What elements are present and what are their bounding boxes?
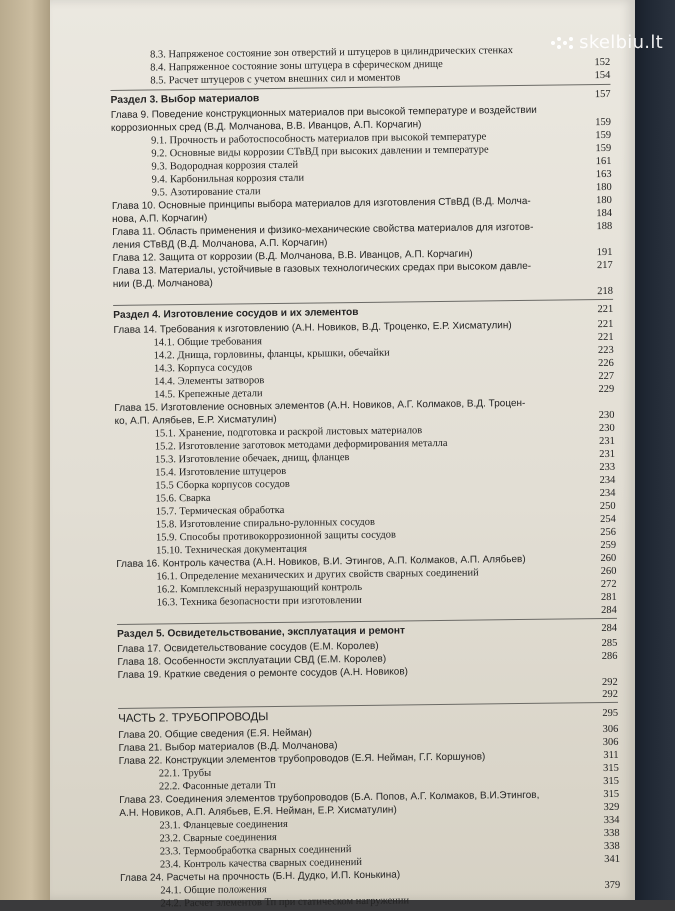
toc-entry-title: ко, А.П. Алябьев, Е.Р. Хисматулин) xyxy=(114,413,277,427)
toc-entry-title: 16.2. Комплексный неразрушающий контроль xyxy=(156,581,363,596)
toc-entry-title: 16.1. Определение механических и других свойств сварных соединений xyxy=(156,567,479,583)
toc-page-number: 311 xyxy=(603,749,619,762)
toc-entry-title: нии (В.Д. Молчанова) xyxy=(112,277,213,290)
toc-page-number: 221 xyxy=(597,318,614,331)
toc-entry-title: 15.6. Сварка xyxy=(155,492,211,505)
book-cover-right xyxy=(628,0,675,900)
toc-page-number: 159 xyxy=(595,116,612,129)
toc-page-number: 223 xyxy=(597,344,614,357)
toc-page-number: 315 xyxy=(603,762,619,775)
toc-entry-title: Раздел 3. Выбор материалов xyxy=(110,93,260,106)
toc-page-number: 306 xyxy=(602,723,619,736)
toc-page-number: 230 xyxy=(598,409,615,422)
toc-page-number: 180 xyxy=(595,181,612,194)
toc-entry-title: 15.7. Термическая обработка xyxy=(155,504,285,518)
toc-page-number: 161 xyxy=(595,155,612,168)
watermark-logo-icon xyxy=(550,35,574,51)
toc-page-number: 250 xyxy=(599,500,616,513)
toc-entry-title: ления СТвВД (В.Д. Молчанова, А.П. Корчагин) xyxy=(112,237,328,251)
toc-entry-title: 9.5. Азотирование стали xyxy=(151,186,261,199)
toc-entry-title: Глава 14. Требования к изготовлению (А.Н. Новиков, В.Д. Троценко, Е.Р. Хисматулин) xyxy=(113,320,512,336)
toc-page-number: 379 xyxy=(604,879,621,892)
toc-page-number: 329 xyxy=(603,801,620,814)
toc-entry-title: 15.10. Техническая документация xyxy=(156,543,308,557)
toc-entry-title: 15.2. Изготовление заготовок методами деформирования металла xyxy=(154,437,448,453)
toc-entry-title: Глава 9. Поведение конструкционных материалов при высокой температуре и воздействии xyxy=(110,104,537,121)
toc-entry-title: А.Н. Новиков, А.П. Алябьев, Е.Я. Нейман, Е.Р. Хисматулин) xyxy=(119,804,397,819)
toc-page-number: 231 xyxy=(599,448,616,461)
toc-entry-title: 23.1. Фланцевые соединения xyxy=(159,818,288,832)
toc-entry-title: 23.4. Контроль качества сварных соединений xyxy=(159,856,363,871)
toc-entry-title: Глава 16. Контроль качества (А.Н. Новиков, В.И. Этингов, А.П. Колмаков, А.П. Алябьев) xyxy=(116,553,526,570)
toc-page-number: 233 xyxy=(599,461,616,474)
toc-page-number: 234 xyxy=(599,474,616,487)
toc-entry-title: 24.1. Общие положения xyxy=(160,884,267,897)
toc-entry-title: 8.3. Напряженое состояние зон отверстий и штуцеров в цилиндрических стенках xyxy=(150,45,513,61)
toc-page-number: 334 xyxy=(603,814,620,827)
toc-entry-title: 15.1. Хранение, подготовка и раскрой листовых материалов xyxy=(154,425,423,440)
toc-page-number: 292 xyxy=(601,676,618,689)
toc-entry-title: Глава 19. Краткие сведения о ремонте сосудов (А.Н. Новиков) xyxy=(117,666,409,681)
toc-page-number: 221 xyxy=(597,331,614,344)
toc-page-number: 191 xyxy=(596,246,613,259)
toc-page-number: 180 xyxy=(596,194,612,207)
toc-entry-title: Глава 21. Выбор материалов (В.Д. Молчанова) xyxy=(118,740,338,754)
toc-page-number: 157 xyxy=(594,88,611,101)
toc-page-number: 272 xyxy=(600,578,617,591)
toc-entry-title: 9.1. Прочность и работоспособность материалов при высокой температуре xyxy=(151,131,487,147)
toc-page-number: 163 xyxy=(595,168,612,181)
toc-entry-title: 15.3. Изготовление обечаек, днищ, фланцев xyxy=(154,452,350,466)
toc-page-number: 227 xyxy=(598,370,615,383)
toc-page-number: 154 xyxy=(594,69,611,82)
watermark-text: skelbiu.lt xyxy=(579,32,663,53)
toc-page-number: 295 xyxy=(602,707,619,720)
toc-entry-title: Раздел 4. Изготовление сосудов и их элементов xyxy=(113,306,359,321)
toc-page-number: 234 xyxy=(599,487,616,500)
toc-entry-title: 9.3. Водородная коррозия сталей xyxy=(151,159,299,173)
book-cover-left xyxy=(0,0,52,900)
toc-page-number: 292 xyxy=(602,688,618,701)
toc-entry-title: 14.1. Общие требования xyxy=(153,336,262,349)
toc-page-number: 221 xyxy=(597,303,614,316)
toc-page-number: 184 xyxy=(596,207,613,220)
toc-entry-title: Раздел 5. Освидетельствование, эксплуатация и ремонт xyxy=(117,625,406,640)
toc-entry-title: Глава 23. Соединения элементов трубопроводов (Б.А. Попов, А.Г. Колмаков, В.И.Этингов, xyxy=(119,789,540,806)
toc-entry-title: 8.5. Расчет штуцеров с учетом внешних сил и моментов xyxy=(150,72,401,87)
toc-page-number: 286 xyxy=(601,650,618,663)
toc-entry-title: 22.1. Трубы xyxy=(158,767,212,780)
toc-entry-title: 8.4. Напряженное состояние зоны штуцера в сферическом днище xyxy=(150,58,443,74)
toc-entry-title: 23.3. Термообработка сварных соединений xyxy=(159,844,352,858)
toc-page-number: 338 xyxy=(603,827,620,840)
toc-page-number: 285 xyxy=(601,637,618,650)
toc-entry-title: коррозионных сред (В.Д. Молчанова, В.В. Иванцов, А.П. Корчагин) xyxy=(110,119,422,134)
toc-entry-title: ЧАСТЬ 2. ТРУБОПРОВОДЫ xyxy=(118,711,269,725)
toc-entry-title: 16.3. Техника безопасности при изготовлении xyxy=(156,594,362,609)
toc-entry-title: Глава 24. Расчеты на прочность (Б.Н. Дудко, И.П. Конькина) xyxy=(120,869,401,884)
toc-page-number: 306 xyxy=(602,736,619,749)
toc-page-number: 260 xyxy=(600,552,617,565)
toc-entry-title: Глава 18. Особенности эксплуатации СВД (Е.М. Королев) xyxy=(117,653,387,668)
toc-page-number: 229 xyxy=(598,383,615,396)
toc-page-number: 152 xyxy=(594,56,611,69)
toc-entry-title: Глава 20. Общие сведения (Е.Я. Нейман) xyxy=(118,727,313,741)
toc-page-number: 231 xyxy=(599,435,615,448)
toc-entry-title: 23.2. Сварные соединения xyxy=(159,832,277,845)
toc-page-number: 226 xyxy=(598,357,614,370)
toc-entry-title: Глава 10. Основные принципы выбора материалов для изготовления СТвВД (В.Д. Молча- xyxy=(111,195,531,212)
book-page xyxy=(50,0,635,910)
toc-page-number: 159 xyxy=(595,129,612,142)
toc-page-number: 260 xyxy=(600,565,617,578)
toc-page-number: 188 xyxy=(596,220,613,233)
toc-page-number: 256 xyxy=(600,526,617,539)
toc-entry-title: 14.2. Днища, горловины, фланцы, крышки, обечайки xyxy=(153,347,390,362)
toc-page-number: 284 xyxy=(601,622,618,635)
toc-entry-title: 22.2. Фасонные детали Тп xyxy=(158,780,276,793)
toc-entry-title: 15.4. Изготовление штуцеров xyxy=(155,465,287,479)
toc-entry-title: Глава 13. Материалы, устойчивые в газовых технологических средах при высоком давле- xyxy=(112,260,532,277)
toc-entry-title: Глава 12. Защита от коррозии (В.Д. Молчанова, В.В. Иванцов, А.П. Корчагин) xyxy=(112,248,473,264)
toc-entry-title: Глава 15. Изготовление основных элементов (А.Н. Новиков, А.Г. Колмаков, В.Д. Троцен- xyxy=(114,397,526,414)
toc-entry-title: 14.3. Корпуса сосудов xyxy=(153,362,253,375)
toc-entry-title: 9.4. Карбонильная коррозия стали xyxy=(151,172,305,186)
watermark xyxy=(550,32,663,53)
toc-page-number: 259 xyxy=(600,539,617,552)
toc-page-number: 338 xyxy=(603,840,620,853)
toc-entry-title: Глава 11. Область применения и физико-механические свойства материалов для изготов- xyxy=(112,221,534,238)
toc-entry-title: 15.8. Изготовление спирально-рулонных сосудов xyxy=(155,516,376,531)
toc-entry-title: 24.2. Расчет элементов Тп при статическом нагружении xyxy=(160,895,410,910)
toc-page-number: 315 xyxy=(603,775,620,788)
toc-entry-title: нова, А.П. Корчагин) xyxy=(112,212,208,225)
toc-entry-title: Глава 22. Конструкции элементов трубопроводов (Е.Я. Нейман, Г.Г. Коршунов) xyxy=(118,751,486,767)
toc-page-number: 341 xyxy=(604,853,621,866)
toc-page-number: 159 xyxy=(595,142,612,155)
toc-entry-title: 14.4. Элементы затворов xyxy=(154,375,265,388)
toc-page-number: 230 xyxy=(598,422,615,435)
toc-page-number: 315 xyxy=(603,788,620,801)
toc-page-number: 217 xyxy=(596,259,613,272)
toc-page-number: 284 xyxy=(601,604,617,617)
toc-entry-title: 9.2. Основные виды коррозии СТвВД при высоких давлении и температуре xyxy=(151,144,489,160)
toc-entry-title: 15.9. Способы противокоррозионной защиты сосудов xyxy=(155,529,396,544)
toc-entry-title: 14.5. Крепежные детали xyxy=(154,388,263,401)
toc-entry-title: 15.5 Сборка корпусов сосудов xyxy=(155,478,290,492)
toc-page-number: 281 xyxy=(600,591,617,604)
toc-page-number: 254 xyxy=(599,513,616,526)
toc-entry-title: Глава 17. Освидетельствование сосудов (Е.М. Королев) xyxy=(117,640,379,655)
toc-page-number: 218 xyxy=(597,285,614,298)
table-of-contents xyxy=(110,43,620,911)
